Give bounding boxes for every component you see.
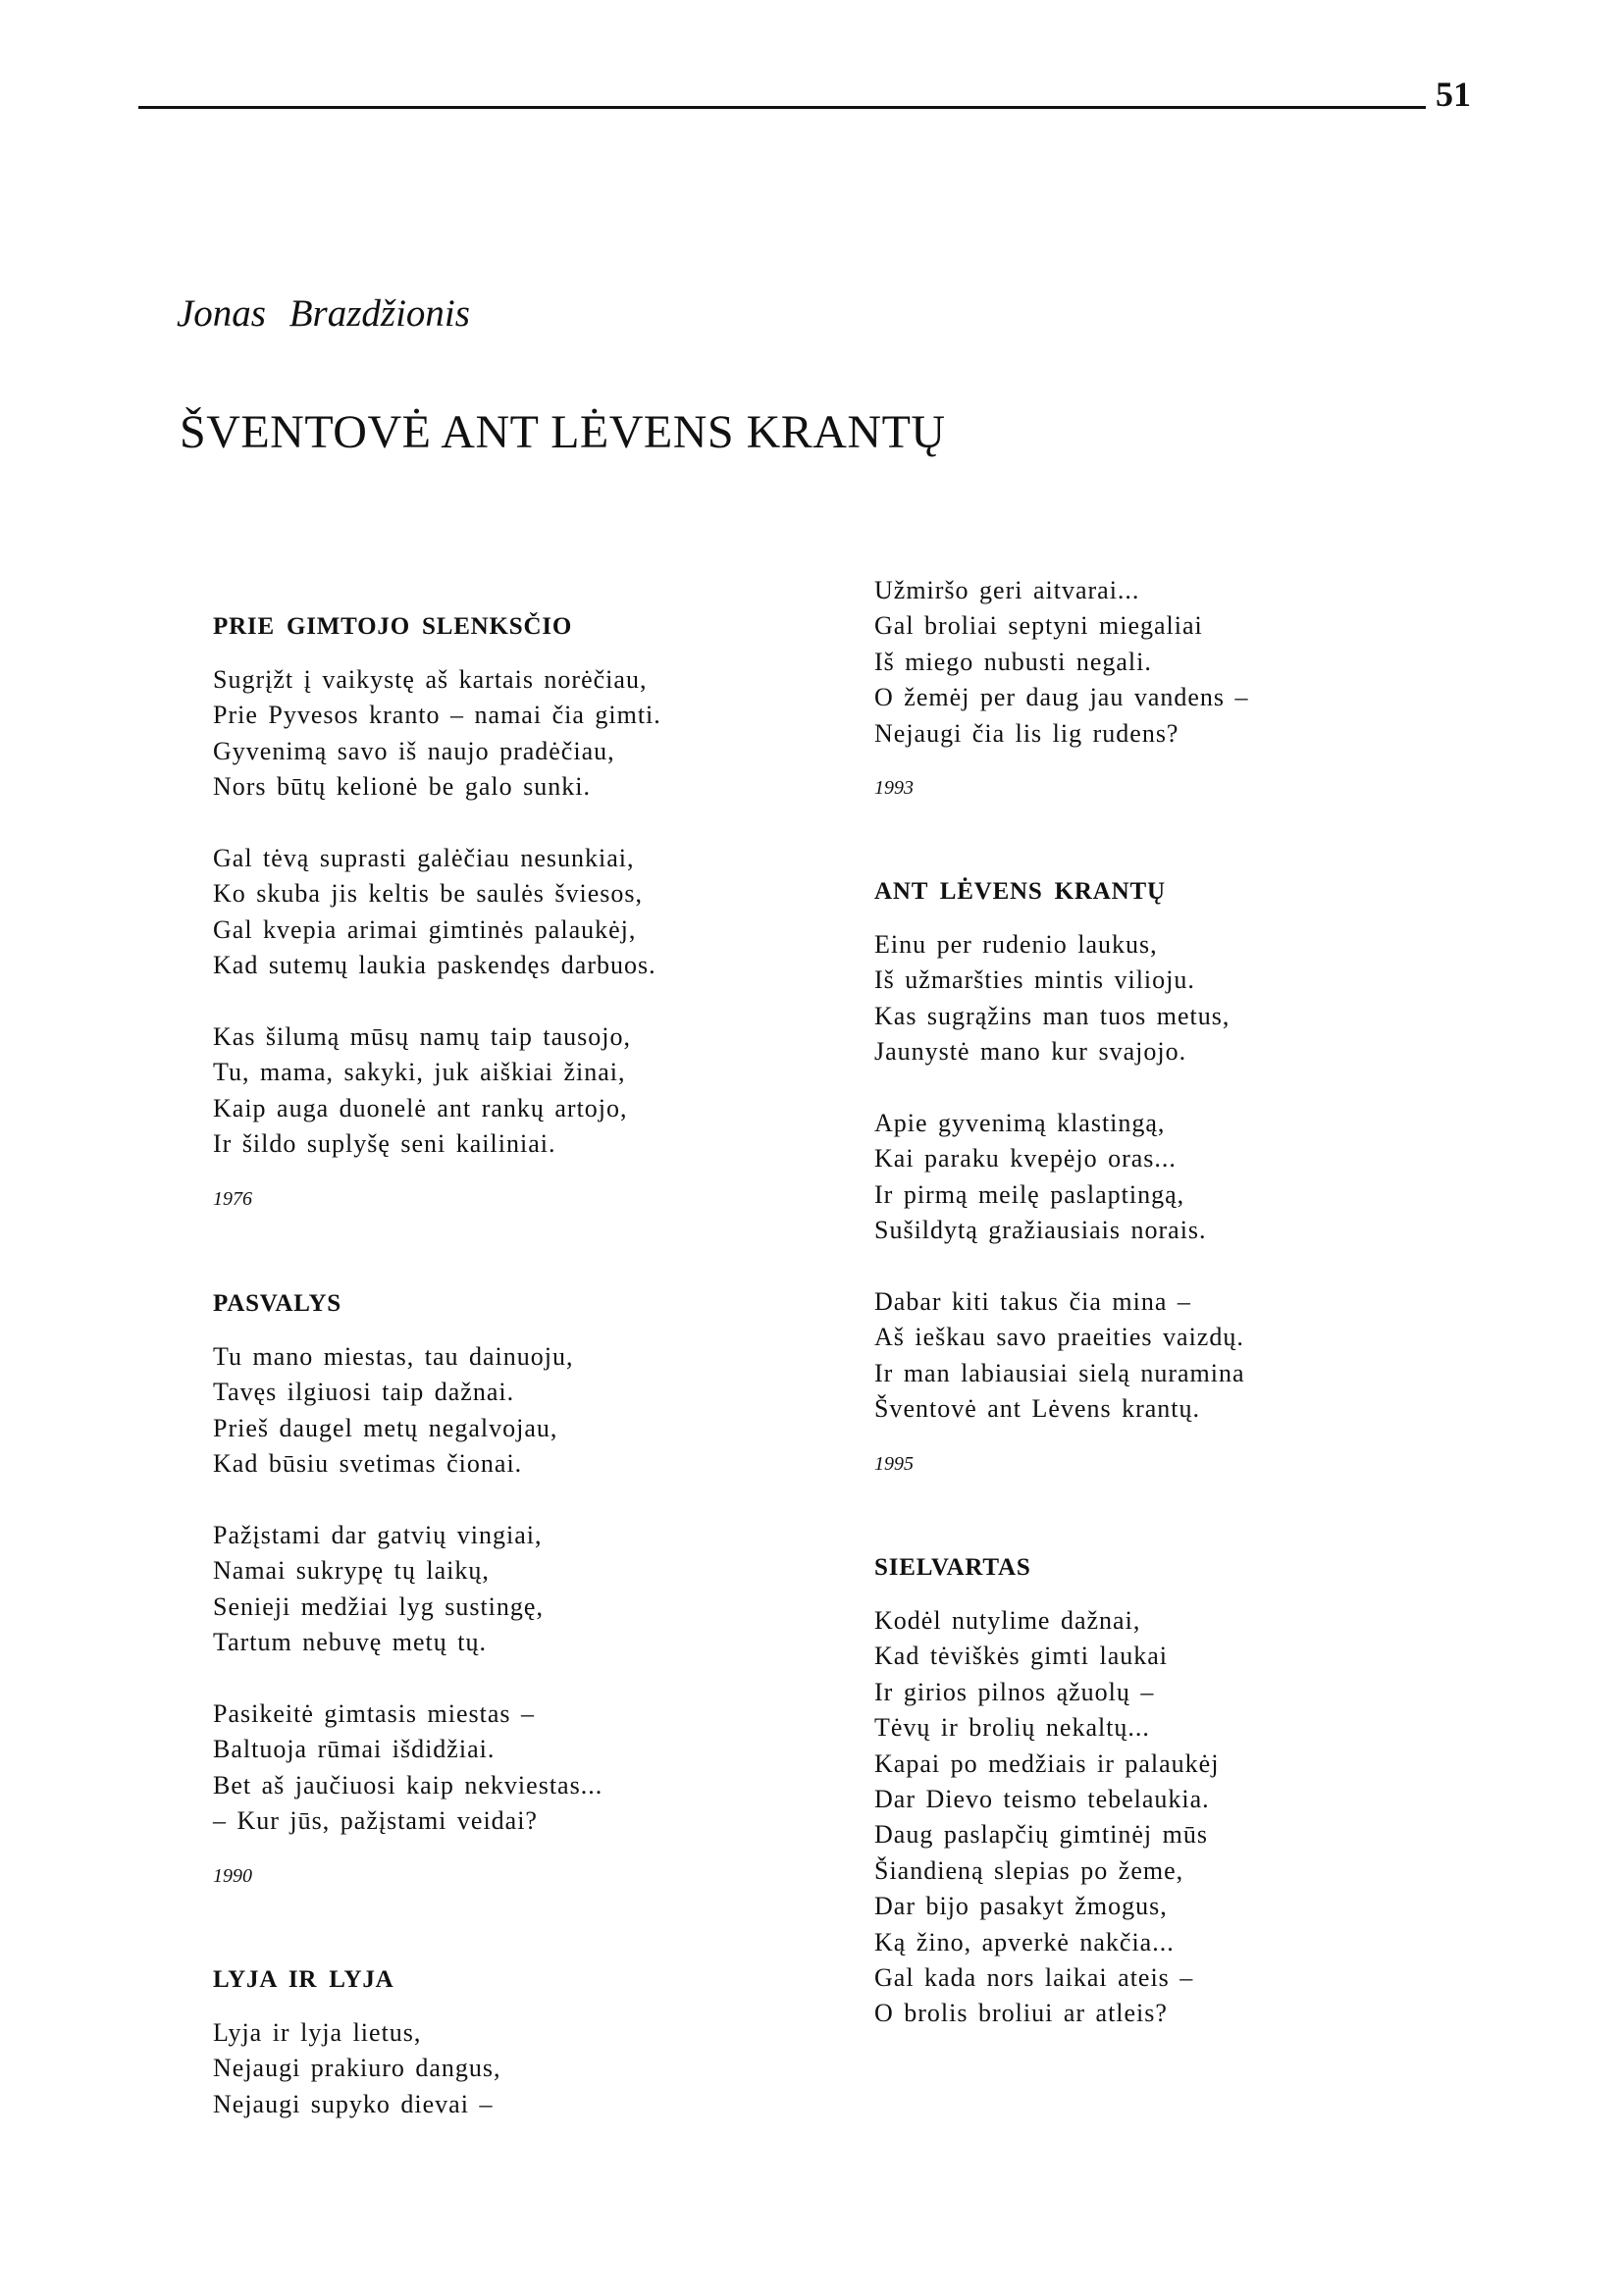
- verse-line: Ko skuba jis keltis be saulės šviesos,: [213, 879, 644, 909]
- verse-line: Senieji medžiai lyg sustingę,: [213, 1591, 544, 1621]
- verse-line: Užmiršo geri aitvarai...: [874, 576, 1140, 604]
- poem-block: [213, 609, 841, 1217]
- stanza: [213, 1518, 841, 1661]
- verse-line: Tu mano miestas, tau dainuoju,: [213, 1342, 574, 1371]
- poem-block: [874, 874, 1502, 1482]
- verse-line: Kad tėviškės gimti laukai: [874, 1642, 1169, 1671]
- poem-year: 1993: [874, 777, 914, 800]
- stanza: [874, 1106, 1502, 1249]
- verse-line: Nejaugi čia lis lig rudens?: [874, 718, 1179, 748]
- verse-line: Ir pirmą meilę paslaptingą,: [874, 1179, 1185, 1209]
- poem-block: [874, 1550, 1502, 2032]
- verse-line: Pažįstami dar gatvių vingiai,: [213, 1521, 543, 1550]
- poem-block: [874, 573, 1502, 806]
- verse-line: Kad sutemų laukia paskendęs darbuos.: [213, 951, 656, 980]
- verse-line: Prieš daugel metų negalvojau,: [213, 1413, 558, 1442]
- verse-line: Gal tėvą suprasti galėčiau nesunkiai,: [213, 844, 635, 873]
- verse-line: Pasikeitė gimtasis miestas –: [213, 1699, 536, 1729]
- stanza: [874, 927, 1502, 1070]
- verse-line: Nejaugi prakiuro dangus,: [213, 2054, 501, 2083]
- poem-heading: SIELVARTAS: [874, 1554, 1031, 1581]
- verse-line: O žemėj per daug jau vandens –: [874, 683, 1249, 712]
- verse-line: Namai sukrypę tų laikų,: [213, 1556, 490, 1586]
- verse-line: Sušildytą gražiausiais norais.: [874, 1216, 1207, 1245]
- verse-line: Iš užmaršties mintis vilioju.: [874, 965, 1195, 995]
- poem-year: 1995: [874, 1452, 914, 1475]
- poem-heading: LYJA IR LYJA: [213, 1966, 394, 1993]
- poem-heading: PRIE GIMTOJO SLENKSČIO: [213, 613, 573, 640]
- poem-block: [213, 1286, 841, 1894]
- poem-heading: PASVALYS: [213, 1290, 341, 1317]
- verse-line: Nors būtų kelionė be galo sunki.: [213, 772, 591, 802]
- poem-year: 1976: [213, 1187, 252, 1210]
- stanza: [213, 1339, 841, 1483]
- stanza: [213, 662, 841, 806]
- stanza: [874, 1284, 1502, 1428]
- stanza: [874, 573, 1502, 752]
- verse-line: Kodėl nutylime dažnai,: [874, 1606, 1141, 1635]
- verse-line: Kapai po medžiais ir palaukėj: [874, 1748, 1220, 1778]
- verse-line: Šventovė ant Lėvens krantų.: [874, 1394, 1201, 1424]
- verse-line: Gal broliai septyni miegaliai: [874, 611, 1203, 641]
- verse-line: Kai paraku kvepėjo oras...: [874, 1144, 1177, 1174]
- stanza: [213, 2015, 841, 2122]
- poem-heading: ANT LĖVENS KRANTŲ: [874, 878, 1166, 905]
- verse-line: Nejaugi supyko dievai –: [213, 2089, 494, 2118]
- verse-line: Kaip auga duonelė ant rankų artojo,: [213, 1093, 628, 1122]
- verse-line: Šiandieną slepias po žeme,: [874, 1855, 1184, 1885]
- verse-line: – Kur jūs, pažįstami veidai?: [213, 1806, 538, 1836]
- verse-line: Dabar kiti takus čia mina –: [874, 1287, 1191, 1317]
- verse-line: Baltuoja rūmai išdidžiai.: [213, 1735, 496, 1764]
- verse-line: Dar Dievo teismo tebelaukia.: [874, 1785, 1210, 1814]
- verse-line: Kad būsiu svetimas čionai.: [213, 1449, 523, 1479]
- verse-line: Lyja ir lyja lietus,: [213, 2018, 422, 2047]
- page-number: 51: [1436, 75, 1471, 114]
- verse-line: Jaunystė mano kur svajojo.: [874, 1037, 1187, 1067]
- poem-block: [213, 1962, 841, 2122]
- verse-line: Ką žino, apverkė nakčia...: [874, 1927, 1175, 1956]
- header-rule: [138, 106, 1426, 109]
- verse-line: Kas sugrąžins man tuos metus,: [874, 1001, 1231, 1030]
- verse-line: Sugrįžt į vaikystę aš kartais norėčiau,: [213, 665, 648, 694]
- stanza: [874, 1603, 1502, 2032]
- verse-line: O brolis broliui ar atleis?: [874, 1999, 1168, 2028]
- stanza: [213, 1696, 841, 1840]
- verse-line: Tavęs ilgiuosi taip dažnai.: [213, 1378, 515, 1407]
- verse-line: Ir girios pilnos ąžuolų –: [874, 1677, 1155, 1706]
- poem-year: 1990: [213, 1864, 252, 1887]
- verse-line: Kas šilumą mūsų namų taip tausojo,: [213, 1022, 631, 1052]
- verse-line: Tu, mama, sakyki, juk aiškiai žinai,: [213, 1058, 626, 1087]
- author-name: Jonas Brazdžionis: [177, 292, 470, 335]
- verse-line: Daug paslapčių gimtinėj mūs: [874, 1820, 1209, 1850]
- page-title: ŠVENTOVĖ ANT LĖVENS KRANTŲ: [180, 406, 946, 458]
- verse-line: Bet aš jaučiuosi kaip nekviestas...: [213, 1770, 603, 1799]
- verse-line: Einu per rudenio laukus,: [874, 930, 1158, 959]
- verse-line: Tėvų ir brolių nekaltų...: [874, 1713, 1150, 1743]
- verse-line: Gal kada nors laikai ateis –: [874, 1963, 1194, 1993]
- verse-line: Ir šildo suplyšę seni kailiniai.: [213, 1129, 556, 1159]
- verse-line: Gal kvepia arimai gimtinės palaukėj,: [213, 914, 637, 944]
- verse-line: Apie gyvenimą klastingą,: [874, 1109, 1166, 1138]
- verse-line: Iš miego nubusti negali.: [874, 647, 1152, 676]
- verse-line: Dar bijo pasakyt žmogus,: [874, 1892, 1168, 1921]
- stanza: [213, 1019, 841, 1163]
- stanza: [213, 841, 841, 984]
- verse-line: Gyvenimą savo iš naujo pradėčiau,: [213, 736, 615, 765]
- verse-line: Aš ieškau savo praeities vaizdų.: [874, 1323, 1244, 1352]
- verse-line: Prie Pyvesos kranto – namai čia gimti.: [213, 701, 661, 730]
- verse-line: Tartum nebuvę metų tų.: [213, 1628, 488, 1657]
- verse-line: Ir man labiausiai sielą nuramina: [874, 1358, 1245, 1387]
